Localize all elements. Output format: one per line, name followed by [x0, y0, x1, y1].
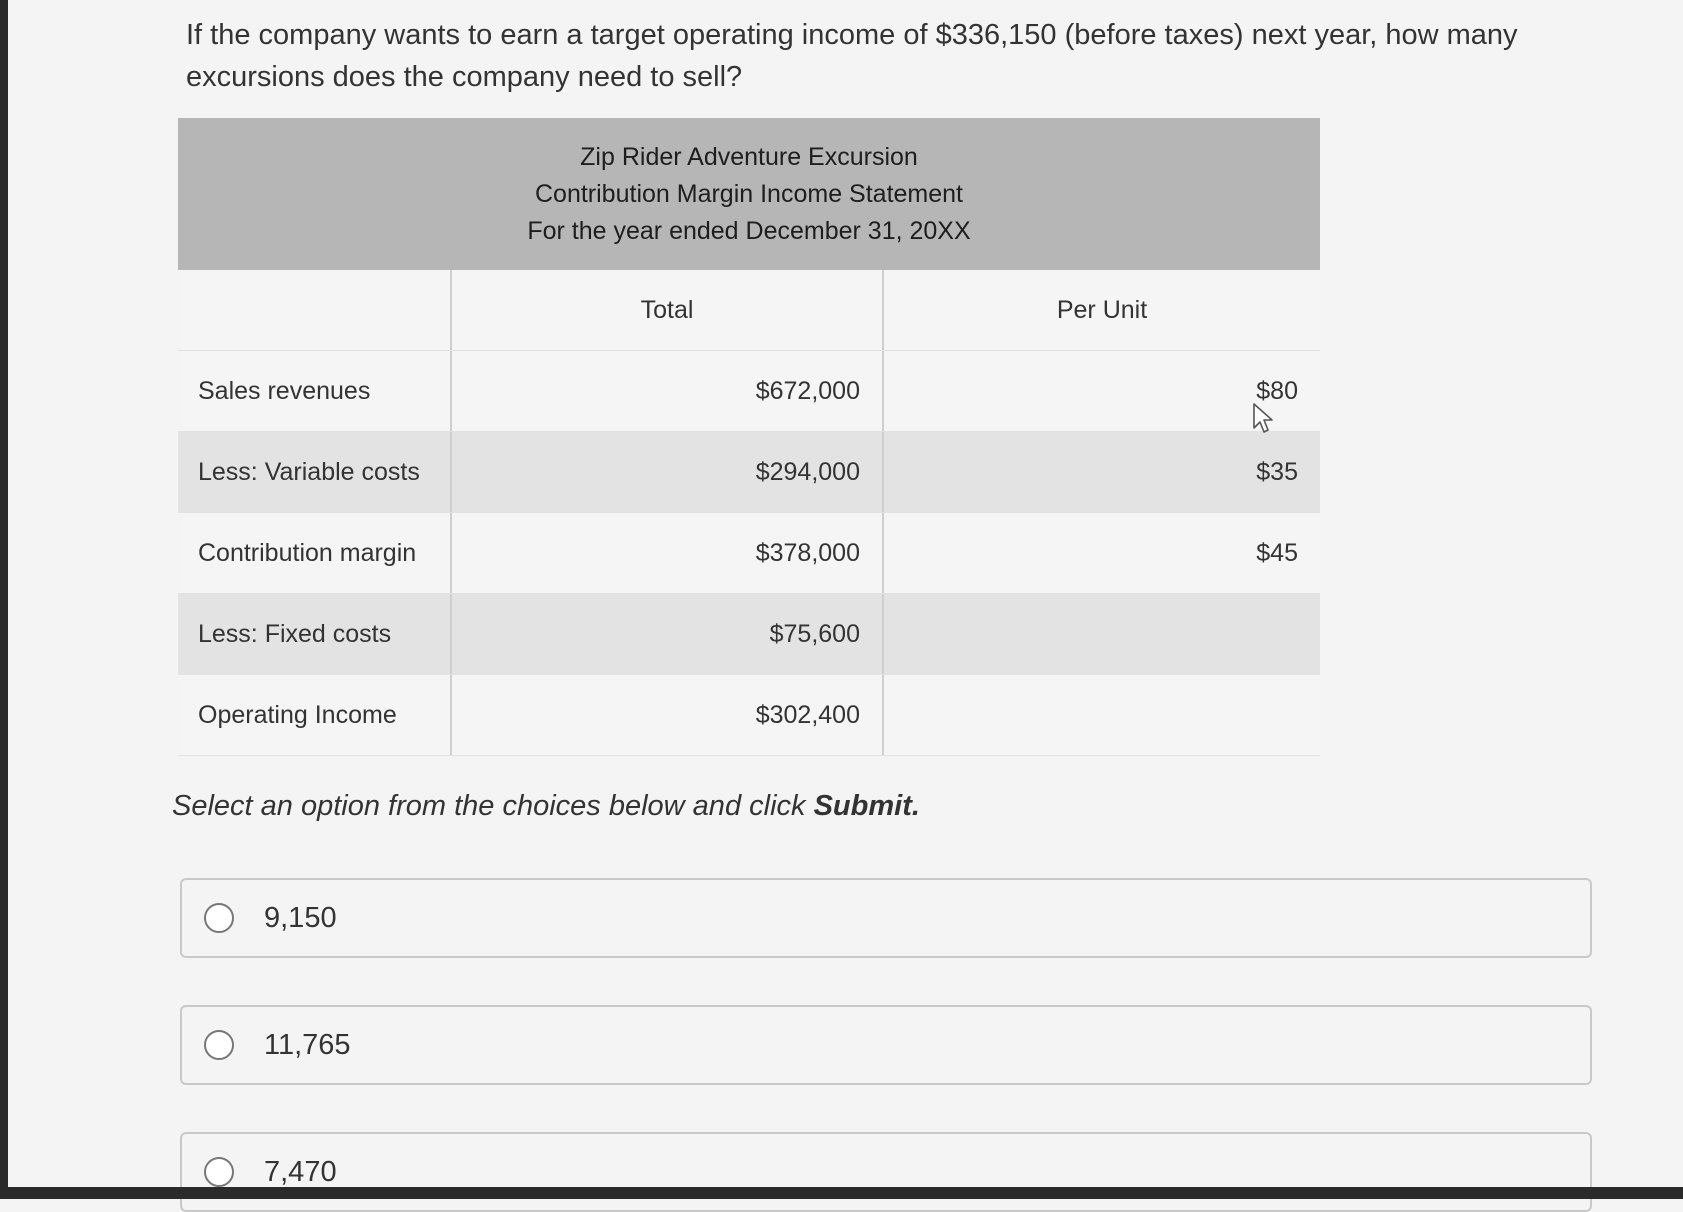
answer-option[interactable]	[180, 878, 1592, 958]
row-label: Sales revenues	[178, 351, 452, 431]
radio-button-icon[interactable]	[204, 1030, 234, 1060]
row-per-unit: $35	[1256, 457, 1298, 486]
header-label	[178, 270, 452, 350]
answer-option[interactable]	[180, 1005, 1592, 1085]
row-per-unit: $80	[1256, 376, 1298, 405]
row-total: $302,400	[452, 675, 884, 755]
table-row	[178, 594, 1320, 675]
instruction-main: Select an option from the choices below and click	[172, 790, 806, 822]
statement-title	[178, 118, 1320, 270]
mouse-pointer-icon	[1252, 402, 1274, 434]
statement-title-type: Contribution Margin Income Statement	[535, 179, 963, 208]
row-total: $378,000	[452, 513, 884, 593]
row-label: Less: Fixed costs	[178, 594, 452, 674]
table-row	[178, 432, 1320, 513]
radio-button-icon[interactable]	[204, 903, 234, 933]
answer-option-label: 7,470	[264, 1155, 337, 1188]
income-statement-table	[178, 118, 1320, 756]
row-total: $294,000	[452, 432, 884, 512]
question-text: If the company wants to earn a target operating income of $336,150 (before taxes) next year, how many excursions does the company need to sell?	[186, 19, 1518, 93]
header-total: Total	[452, 270, 884, 350]
answer-option[interactable]	[180, 1132, 1592, 1212]
answer-option-label: 9,150	[264, 901, 337, 934]
row-per-unit: $45	[1256, 538, 1298, 567]
table-row	[178, 513, 1320, 594]
row-label: Operating Income	[178, 675, 452, 755]
screen-edge-bottom	[0, 1187, 1683, 1199]
radio-button-icon[interactable]	[204, 1157, 234, 1187]
row-total: $672,000	[452, 351, 884, 431]
row-label: Less: Variable costs	[178, 432, 452, 512]
statement-title-company: Zip Rider Adventure Excursion	[580, 142, 918, 171]
row-total: $75,600	[452, 594, 884, 674]
row-label: Contribution margin	[178, 513, 452, 593]
instruction-text	[172, 790, 920, 823]
row-per-unit	[884, 594, 1320, 674]
header-per-unit: Per Unit	[1056, 295, 1148, 324]
statement-title-period: For the year ended December 31, 20XX	[527, 216, 971, 245]
screen-edge-left	[0, 0, 8, 1199]
instruction-submit: Submit.	[813, 790, 920, 822]
table-row	[178, 351, 1320, 432]
answer-option-label: 11,765	[264, 1028, 351, 1061]
table-row	[178, 675, 1320, 756]
row-per-unit	[884, 675, 1320, 755]
table-header-row	[178, 270, 1320, 351]
